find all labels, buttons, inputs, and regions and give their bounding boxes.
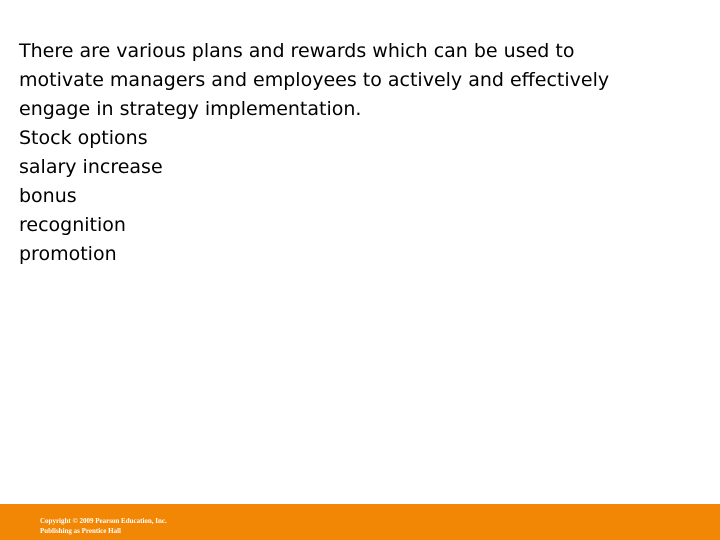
intro-line-1: There are various plans and rewards which can be used to — [19, 40, 575, 62]
intro-line-2: motivate managers and employees to actively and effectively — [19, 69, 610, 91]
list-item-salary-increase: salary increase — [19, 156, 163, 178]
list-item-stock-options: Stock options — [19, 127, 148, 149]
footer-bar — [0, 504, 720, 540]
list-item-recognition: recognition — [19, 214, 126, 236]
list-item-bonus: bonus — [19, 185, 77, 207]
intro-line-3: engage in strategy implementation. — [19, 98, 362, 120]
copyright-line-1: Copyright © 2009 Pearson Education, Inc. — [40, 517, 167, 525]
list-item-promotion: promotion — [19, 243, 117, 265]
copyright-notice — [40, 516, 167, 536]
copyright-line-2: Publishing as Prentice Hall — [40, 527, 121, 535]
slide-body-text — [19, 37, 699, 269]
